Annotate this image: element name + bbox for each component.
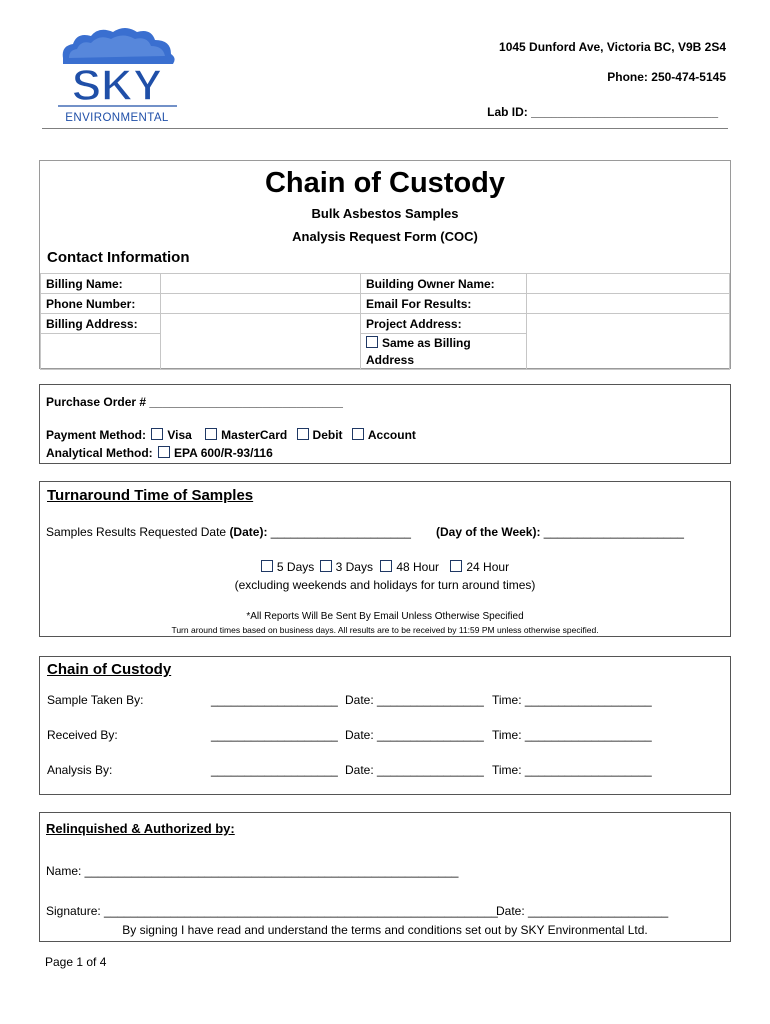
turnaround-options xyxy=(40,560,730,574)
requested-date-label: (Date): xyxy=(229,525,268,539)
payment-method-label: Payment Method: xyxy=(46,428,147,442)
day-of-week-row xyxy=(436,525,684,539)
day-of-week-input[interactable]: _____________________ xyxy=(540,525,684,539)
logo-wordmark: SKY xyxy=(71,61,163,110)
relinquished-heading: Relinquished & Authorized by: xyxy=(46,821,235,836)
sky-environmental-logo xyxy=(55,22,180,124)
custody-section xyxy=(39,656,731,795)
24-hour-checkbox[interactable] xyxy=(450,560,462,572)
received-by-time-input[interactable]: Time: ___________________ xyxy=(492,728,652,742)
48-hour-label: 48 Hour xyxy=(396,560,440,574)
page-number: Page 1 of 4 xyxy=(45,955,107,969)
billing-address-spacer xyxy=(41,334,161,370)
business-days-note: Turn around times based on business days. All results are to be received by 11:59 PM unless otherwise specified. xyxy=(171,625,599,635)
epa-checkbox[interactable] xyxy=(158,446,170,458)
header-divider xyxy=(42,128,728,129)
sample-taken-label: Sample Taken By: xyxy=(47,693,144,707)
received-by-name-input[interactable]: ___________________ xyxy=(211,728,338,742)
phone-number-label: Phone Number: xyxy=(41,294,161,314)
analysis-by-time-input[interactable]: Time: ___________________ xyxy=(492,763,652,777)
sample-taken-name-input[interactable]: ___________________ xyxy=(211,693,338,707)
agreement-text: By signing I have read and understand the terms and conditions set out by SKY Environmental Ltd. xyxy=(122,923,648,937)
account-label: Account xyxy=(367,428,416,442)
requested-date-prefix: Samples Results Requested Date xyxy=(46,525,230,539)
billing-name-label: Billing Name: xyxy=(41,274,161,294)
same-as-billing-label: Same as Billing xyxy=(382,335,471,350)
visa-label: Visa xyxy=(167,428,192,442)
received-by-label: Received By: xyxy=(47,728,118,742)
turnaround-heading: Turnaround Time of Samples xyxy=(47,487,254,504)
visa-checkbox[interactable] xyxy=(151,428,163,440)
billing-address-label: Billing Address: xyxy=(41,314,161,334)
project-address-label: Project Address: xyxy=(361,314,527,334)
owner-name-input[interactable] xyxy=(527,274,730,294)
analytical-method-row xyxy=(46,446,273,460)
lab-phone: Phone: 250-474-5145 xyxy=(607,70,726,84)
same-as-billing-option[interactable] xyxy=(361,334,527,370)
received-by-date-input[interactable]: Date: ________________ xyxy=(345,728,484,742)
billing-name-input[interactable] xyxy=(161,274,361,294)
signature-input[interactable]: Signature: ___________________________________________________________ xyxy=(46,904,498,918)
same-as-billing-checkbox[interactable] xyxy=(366,336,378,348)
mastercard-checkbox[interactable] xyxy=(205,428,217,440)
3-days-label: 3 Days xyxy=(335,560,373,574)
analysis-by-date-input[interactable]: Date: ________________ xyxy=(345,763,484,777)
logo-tagline: ENVIRONMENTAL xyxy=(65,112,169,124)
purchase-order-field[interactable]: Purchase Order # _____________________________ xyxy=(46,395,343,409)
payment-section xyxy=(39,384,731,464)
lab-address: 1045 Dunford Ave, Victoria BC, V9B 2S4 xyxy=(499,40,726,54)
contact-section xyxy=(39,160,731,369)
requested-date-row xyxy=(46,525,411,539)
account-checkbox[interactable] xyxy=(352,428,364,440)
analytical-method-label: Analytical Method: xyxy=(46,446,153,460)
custody-heading: Chain of Custody xyxy=(47,661,172,678)
analysis-by-name-input[interactable]: ___________________ xyxy=(211,763,338,777)
owner-name-label: Building Owner Name: xyxy=(361,274,527,294)
debit-checkbox[interactable] xyxy=(297,428,309,440)
project-address-input[interactable] xyxy=(527,314,730,370)
relinquished-section xyxy=(39,812,731,942)
contact-table xyxy=(40,273,730,370)
turnaround-section xyxy=(39,481,731,637)
email-results-label: Email For Results: xyxy=(361,294,527,314)
24-hour-label: 24 Hour xyxy=(466,560,510,574)
excluding-note: (excluding weekends and holidays for turn around times) xyxy=(234,578,536,592)
email-results-input[interactable] xyxy=(527,294,730,314)
5-days-label: 5 Days xyxy=(276,560,315,574)
phone-number-input[interactable] xyxy=(161,294,361,314)
form-subtitle-1: Bulk Asbestos Samples xyxy=(311,206,459,221)
5-days-checkbox[interactable] xyxy=(261,560,273,572)
day-of-week-label: (Day of the Week): xyxy=(436,525,541,539)
form-title: Chain of Custody xyxy=(264,167,506,199)
relinquished-name-input[interactable]: Name: ________________________________________________________ xyxy=(46,864,459,878)
contact-info-heading: Contact Information xyxy=(47,249,190,266)
form-subtitle-2: Analysis Request Form (COC) xyxy=(292,229,478,244)
billing-address-input[interactable] xyxy=(161,314,361,370)
email-reports-note: *All Reports Will Be Sent By Email Unless Otherwise Specified xyxy=(246,611,524,622)
sample-taken-time-input[interactable]: Time: ___________________ xyxy=(492,693,652,707)
relinquished-date-input[interactable]: Date: _____________________ xyxy=(496,904,669,918)
same-as-billing-label-2: Address xyxy=(366,352,415,367)
requested-date-input[interactable]: _____________________ xyxy=(267,525,411,539)
lab-id-field[interactable]: Lab ID: ____________________________ xyxy=(487,105,718,119)
debit-label: Debit xyxy=(312,428,343,442)
payment-method-row xyxy=(46,428,416,442)
48-hour-checkbox[interactable] xyxy=(380,560,392,572)
analysis-by-label: Analysis By: xyxy=(47,763,113,777)
mastercard-label: MasterCard xyxy=(221,428,288,442)
3-days-checkbox[interactable] xyxy=(320,560,332,572)
epa-label: EPA 600/R-93/116 xyxy=(174,446,273,460)
sample-taken-date-input[interactable]: Date: ________________ xyxy=(345,693,484,707)
